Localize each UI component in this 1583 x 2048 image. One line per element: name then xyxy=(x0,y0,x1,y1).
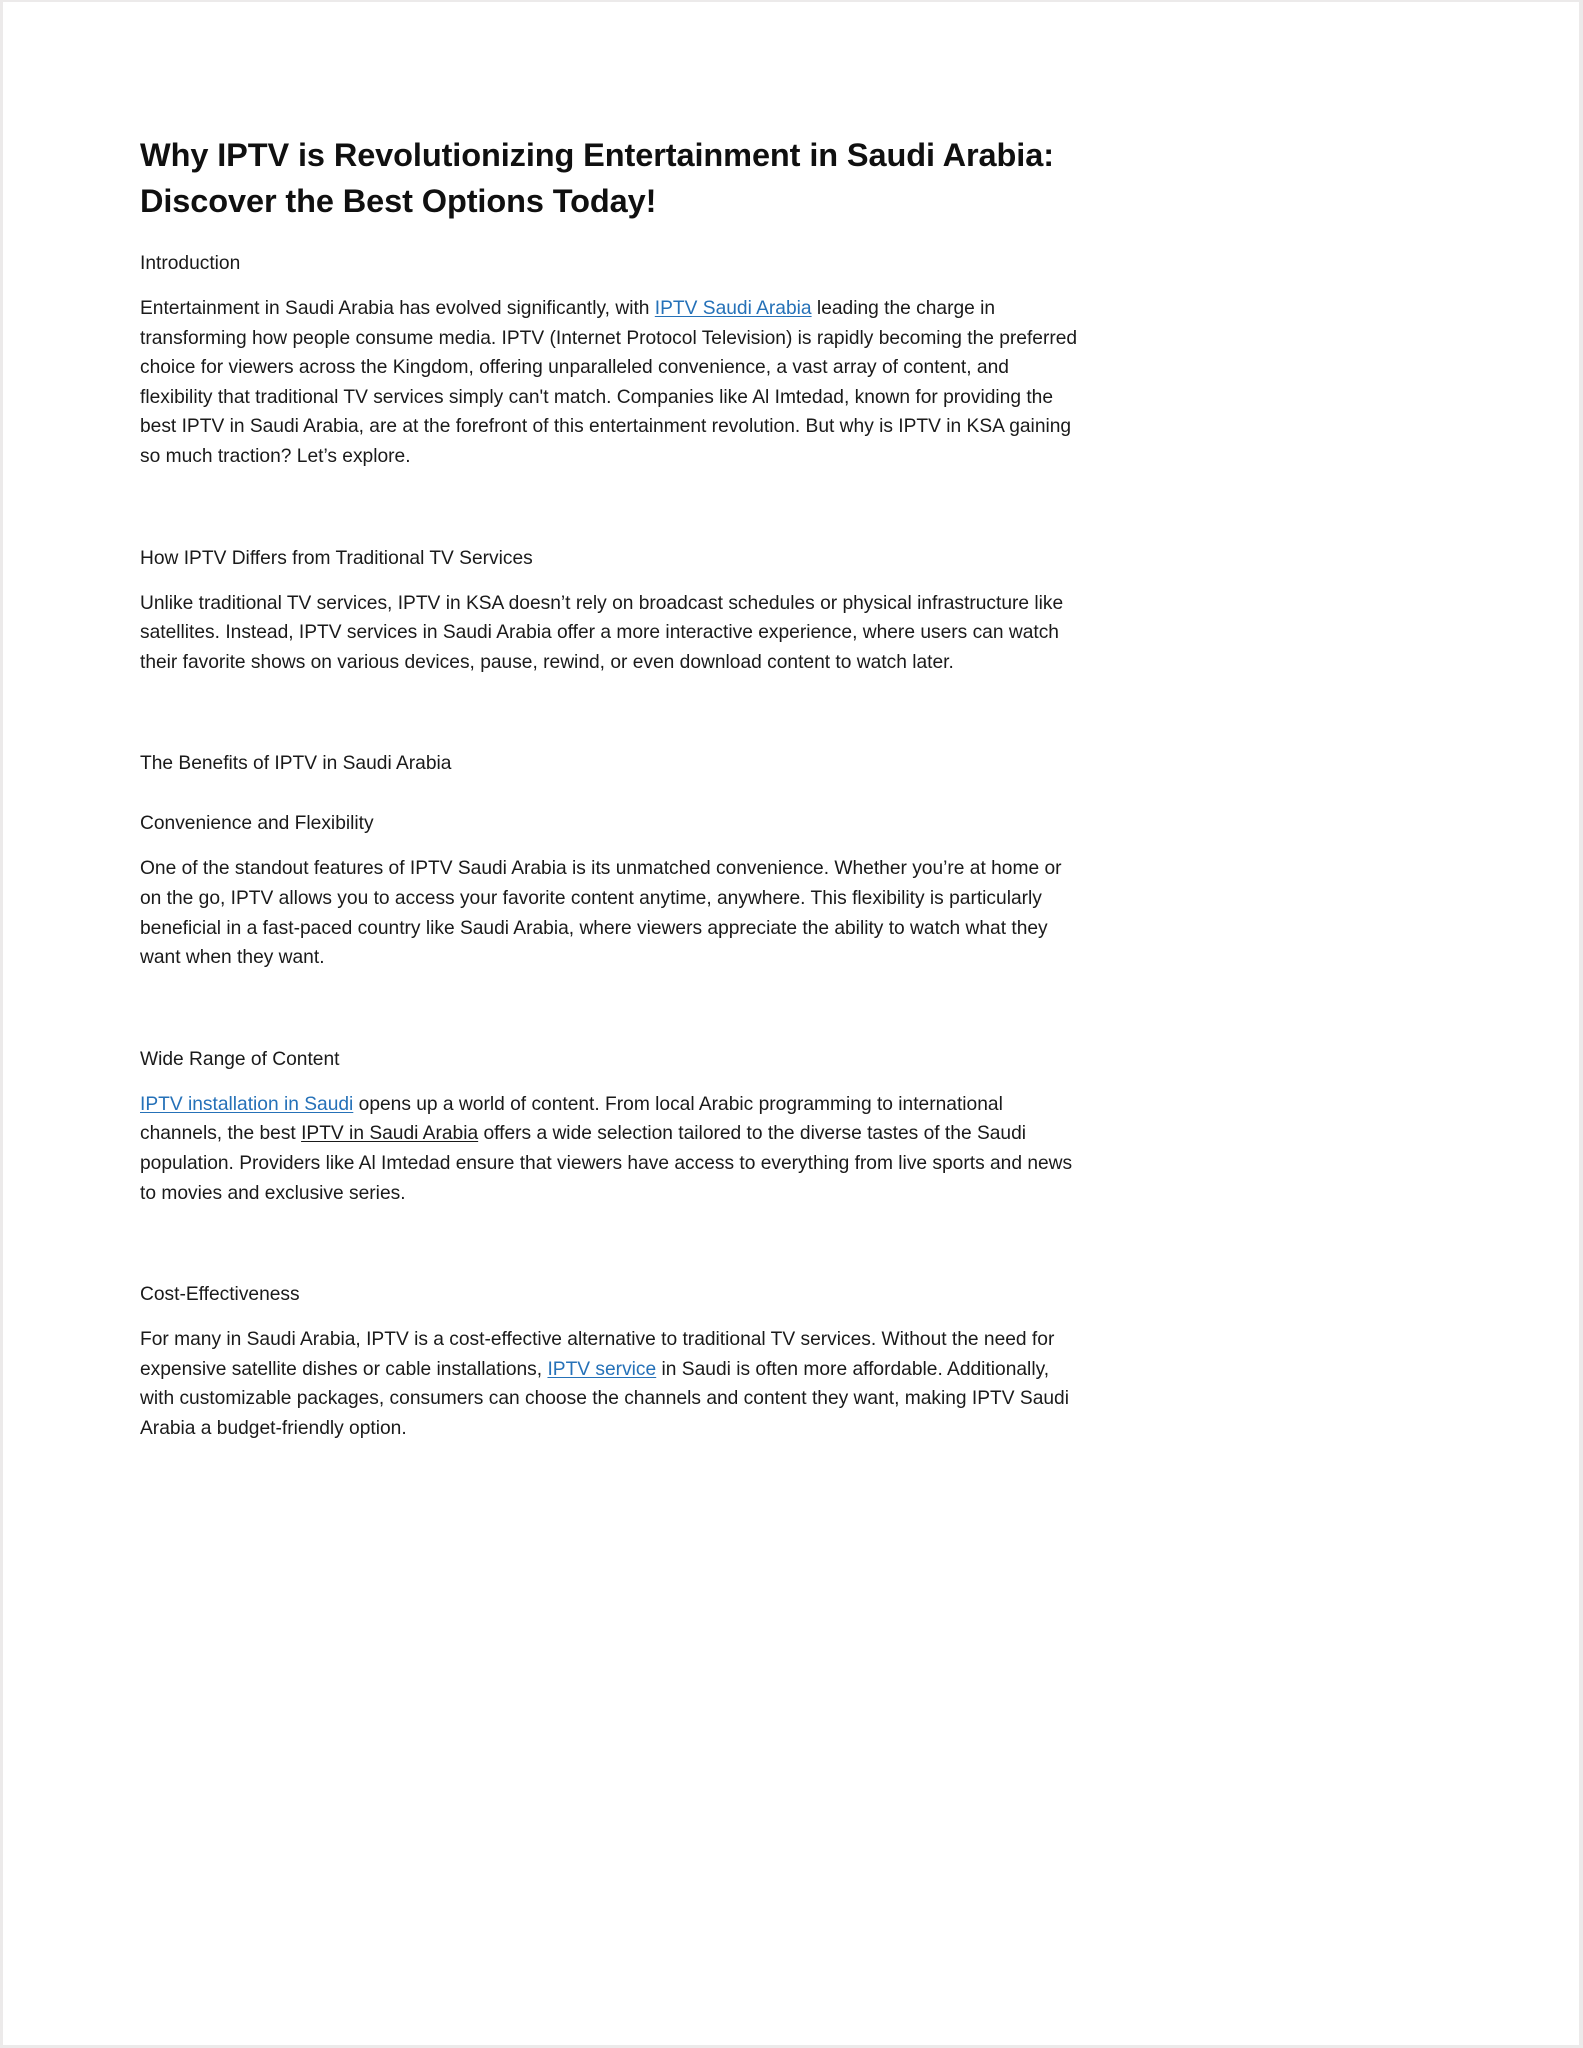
spacer xyxy=(140,472,1080,544)
link-iptv-service[interactable]: IPTV service xyxy=(547,1358,657,1380)
wide-range-text-1: opens up a world of content. From local Arabic programming to international channels, the best xyxy=(140,1093,1003,1145)
link-iptv-installation-in-saudi[interactable]: IPTV installation in Saudi xyxy=(140,1093,354,1115)
emphasis-iptv-in-saudi-arabia: IPTV in Saudi Arabia xyxy=(301,1123,479,1145)
paragraph-introduction xyxy=(140,294,1080,472)
page-edge-right xyxy=(1579,0,1583,2048)
paragraph-convenience-flexibility: One of the standout features of IPTV Saudi Arabia is its unmatched convenience. Whether you’re at home or on the go, IPTV allows you to access your favorite content anytime, anywhere. This flexibility is particularly beneficial in a fast-paced country like Saudi Arabia, where viewers appreciate the ability to watch what they want when they want. xyxy=(140,858,1062,969)
cost-text-before-link: For many in Saudi Arabia, IPTV is a cost-effective alternative to traditional TV services. Without the need for expensive satellite dishes or cable installations, xyxy=(140,1329,1055,1380)
page-title-line-2: Discover the Best Options Today! xyxy=(140,183,657,219)
heading-benefits: The Benefits of IPTV in Saudi Arabia xyxy=(140,753,452,775)
link-iptv-saudi-arabia[interactable]: IPTV Saudi Arabia xyxy=(654,298,812,319)
page-title xyxy=(140,132,1080,224)
wide-range-text-2: offers a wide selection tailored to the diverse tastes of the Saudi population. Providers like Al Imtedad ensure that viewers have access to everything from live sports and news to movies and exclusive series. xyxy=(140,1123,1073,1204)
heading-introduction: Introduction xyxy=(140,253,241,274)
intro-text-before-link: Entertainment in Saudi Arabia has evolved significantly, with xyxy=(140,298,655,319)
spacer xyxy=(140,839,1080,854)
spacer xyxy=(140,1075,1080,1090)
intro-text-after-link: leading the charge in transforming how people consume media. IPTV (Internet Protocol Television) is rapidly becoming the preferred choice for viewers across the Kingdom, offering unparalleled convenience, a vast array of content, and flexibility that traditional TV services simply can't match. Companies like Al Imtedad, known for providing the best IPTV in Saudi Arabia, are at the forefront of this entertainment revolution. But why is IPTV in KSA gaining so much traction? Let’s explore. xyxy=(140,298,1078,467)
paragraph-wide-range-of-content xyxy=(140,1090,1080,1208)
spacer xyxy=(140,973,1080,1045)
spacer xyxy=(140,677,1080,749)
spacer xyxy=(140,1310,1080,1325)
document-content xyxy=(140,132,1080,1443)
heading-convenience-flexibility: Convenience and Flexibility xyxy=(140,813,374,835)
spacer xyxy=(140,279,1080,294)
page-edge-top xyxy=(0,0,1583,2)
heading-how-iptv-differs: How IPTV Differs from Traditional TV Services xyxy=(140,547,533,569)
spacer xyxy=(140,574,1080,589)
spacer xyxy=(140,1208,1080,1280)
spacer xyxy=(140,779,1080,809)
cost-text-after-link: in Saudi is often more affordable. Additionally, with customizable packages, consumers can choose the channels and content they want, making IPTV Saudi Arabia a budget-friendly option. xyxy=(140,1358,1069,1439)
spacer-after-title xyxy=(140,224,1080,249)
paragraph-how-iptv-differs: Unlike traditional TV services, IPTV in KSA doesn’t rely on broadcast schedules or physical infrastructure like satellites. Instead, IPTV services in Saudi Arabia offer a more interactive experience, where users can watch their favorite shows on various devices, pause, rewind, or even download content to watch later. xyxy=(140,592,1064,673)
page-edge-left xyxy=(0,0,3,2048)
heading-wide-range-of-content: Wide Range of Content xyxy=(140,1048,340,1070)
heading-cost-effectiveness: Cost-Effectiveness xyxy=(140,1284,300,1306)
page-title-line-1: Why IPTV is Revolutionizing Entertainment in Saudi Arabia: xyxy=(140,137,1054,173)
paragraph-cost-effectiveness xyxy=(140,1325,1080,1443)
